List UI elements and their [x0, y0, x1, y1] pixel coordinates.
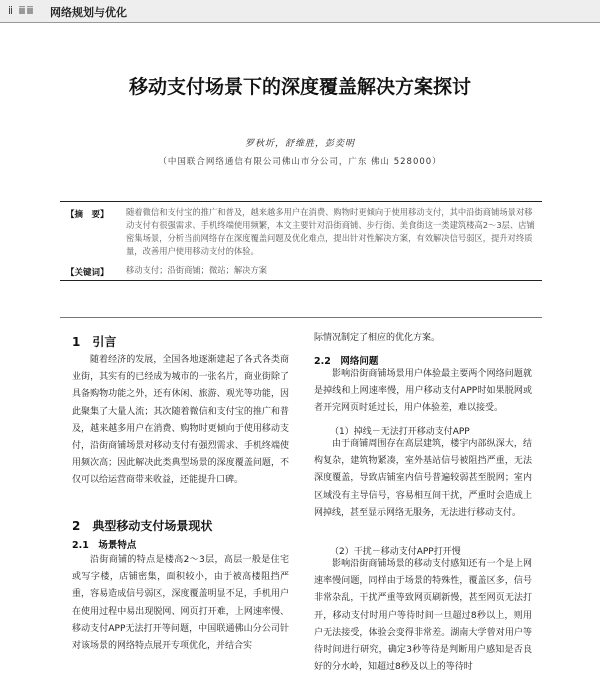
- abstract-label: 【摘 要】: [66, 210, 109, 220]
- article-authors: 罗秋圻，舒维胜，彭奕明: [244, 139, 355, 149]
- section-2-heading: 2 典型移动支付场景现状: [72, 519, 213, 533]
- subheading-dropout: （1）掉线－无法打开移动支付APP: [330, 427, 470, 437]
- abstract-bottom-rule: [60, 280, 542, 281]
- section-2-1-heading: 2.1 场景特点: [72, 540, 137, 551]
- section-1-paragraph: 随着经济的发展，全国各地逐渐建起了各式各类商业街，其实有的已经成为城市的一张名片，商业街除了具备购物功能之外，还有休闲、旅游、观光等功能，因此聚集了大量人流；其次随着微信和支付宝的推广和普及，越来越多用户在消费、购物时更倾向于使用移动支付，沿街商铺场景对移动支付有强烈需求、手机终端使用频次高；因此解决此类典型场景的深度覆盖问题，不仅可以给运营商带来收益，还能提升口碑。: [72, 355, 289, 486]
- header-decoration: ⅱ ⅲⅲ: [8, 4, 35, 17]
- continued-paragraph: 际情况制定了相应的优化方案。: [314, 333, 441, 343]
- abstract-text: 随着微信和支付宝的推广和普及，越来越多用户在消费、购物时更倾向于使用移动支付，其中沿街商铺场景对移动支付有很强需求、手机终端使用频繁，本文主要针对沿街商铺、步行街、美食街这一类建筑楼高2～3层、店铺密集场景，分析当前网络存在深度覆盖问题及优化难点，提出针对性解决方案，有效解决信号弱区，提升对终质量，改善用户使用移动支付的体验。: [126, 207, 535, 256]
- dropout-paragraph: 由于商铺周围存在高层建筑，楼宇内部纵深大，结构复杂，建筑物紧凑，室外基站信号被阻挡严重，无法深度覆盖，导致店铺室内信号普遍较弱甚至脱网；室内区域没有主导信号，容易相互间干扰，严重时会造成上网掉线，甚至显示网络无服务，无法进行移动支付。: [314, 439, 532, 518]
- section-header: 网络规划与优化: [50, 6, 127, 19]
- section-2-2-heading: 2.2 网络问题: [314, 356, 379, 367]
- author-affiliation: （中国联合网络通信有限公司佛山市分公司，广东 佛山 528000）: [158, 157, 442, 167]
- subheading-interference: （2）干扰－移动支付APP打开慢: [330, 547, 461, 557]
- body-divider: [60, 317, 542, 318]
- interference-paragraph: 影响沿街商铺场景的移动支付感知还有一个是上网速率慢问题，同样由于场景的特殊性，覆盖区多，信号非常杂乱，干扰严重等致网页刷新慢，甚至网页无法打开，移动支付时用户等待时间一旦超过8秒以上，则用户无法接受，体验会变得非常差。湖南大学曾对用户等待时间进行研究，确定3秒等待是判断用户感知是否良好的分水岭，知超过8秒及以上的等待时: [314, 559, 532, 673]
- keywords-label: 【关键词】: [66, 268, 109, 278]
- article-title: 移动支付场景下的深度覆盖解决方案探讨: [128, 76, 471, 98]
- keywords-text: 移动支付；沿街商铺；微站；解决方案: [126, 265, 268, 275]
- section-2-1-paragraph: 沿街商铺的特点是楼高2～3层，高层一般是住宅或写字楼，店铺密集，面积较小，由于被高楼阻挡严重，容易造成信号弱区，深度覆盖明显不足，手机用户在使用过程中易出现脱网、网页打开难，上网速率慢、移动支付APP无法打开等问题，中国联通佛山分公司针对该场景的网络特点展开专项优化，并结合实: [72, 555, 289, 652]
- section-1-heading: 1 引言: [72, 335, 117, 349]
- section-2-2-paragraph: 影响沿街商铺场景用户体验最主要两个网络问题就是掉线和上网速率慢，用户移动支付APP时如果脱网或者开完网页时延过长，用户体验差，难以接受。: [314, 369, 532, 414]
- abstract-top-rule: [60, 201, 542, 202]
